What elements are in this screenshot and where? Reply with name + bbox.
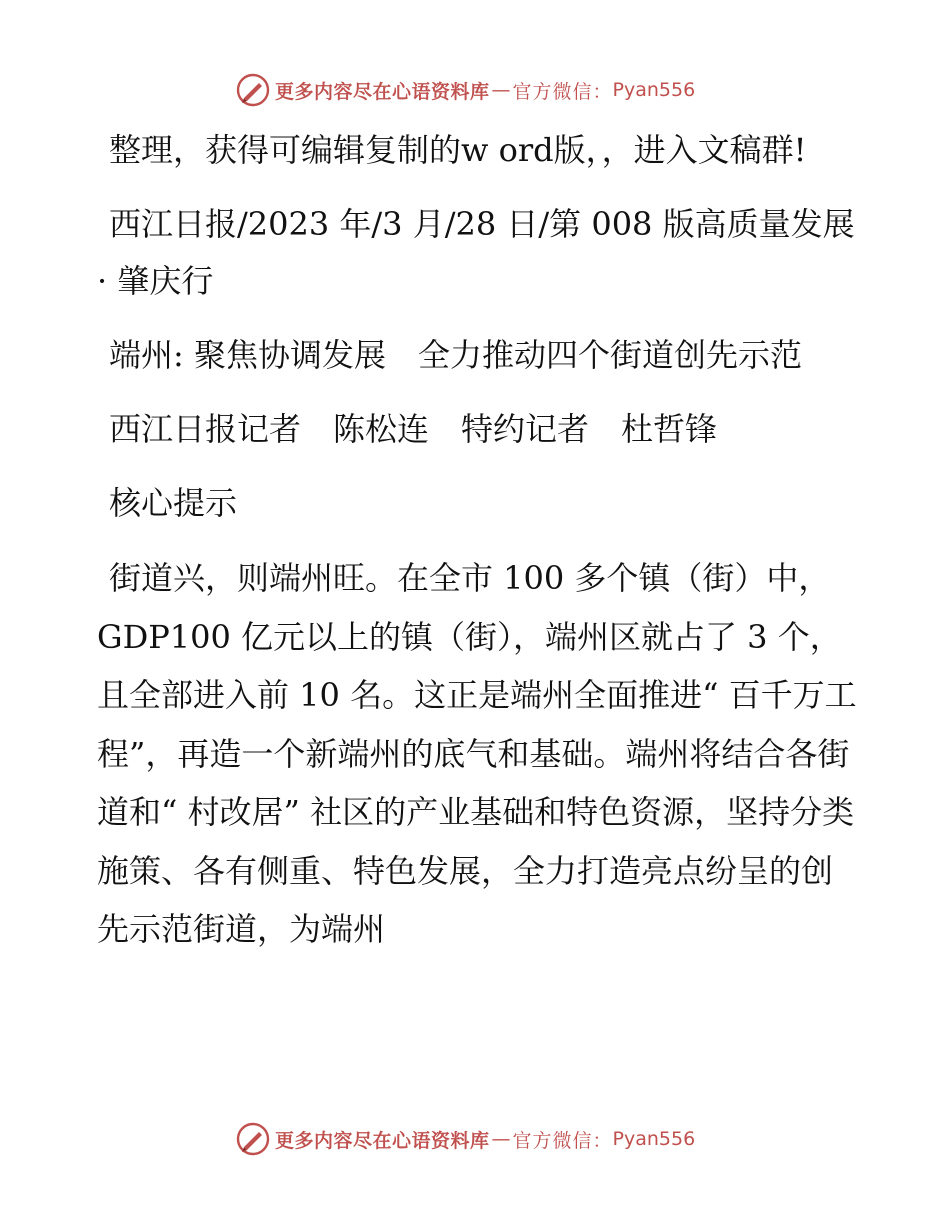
intro-note: 整理，获得可编辑复制的w ord版，，进入文稿群! — [109, 131, 807, 169]
pen-logo-icon — [235, 72, 271, 108]
article-title: 端州: 聚焦协调发展 全力推动四个街道创先示范 — [109, 336, 802, 374]
source-line: 西江日报/2023 年/3 月/28 日/第 008 版高质量发展· 肇庆行 — [97, 205, 855, 300]
header-watermark — [235, 70, 695, 110]
watermark-wechat-id: Pyan556 — [612, 79, 696, 101]
section-heading: 核心提示 — [109, 484, 238, 522]
watermark-wechat-id: Pyan556 — [612, 1128, 696, 1150]
watermark-separator: — — [491, 1128, 511, 1150]
byline: 西江日报记者 陈松连 特约记者 杜哲锋 — [109, 410, 718, 448]
body-paragraph: 街道兴，则端州旺。在全市 100 多个镇（街）中，GDP100 亿元以上的镇（街），端州区就占了 3 个，且全部进入前 10 名。这正是端州全面推进“ 百千万工程”，再造一个新端州的底气和基础。端州将结合各街道和“ 村改居” 社区的产业基础和特色资源，坚持分类施策、各有侧重、特色发展，全力打造亮点纷呈的创先示范街道，为端州 — [97, 559, 857, 948]
watermark-wechat-label: 官方微信： — [512, 80, 613, 103]
watermark-wechat-label: 官方微信： — [512, 1129, 613, 1152]
watermark-site-text: 更多内容尽在心语资料库 — [275, 80, 490, 103]
watermark-separator: — — [491, 79, 511, 101]
watermark-site-text: 更多内容尽在心语资料库 — [275, 1129, 490, 1152]
footer-watermark — [235, 1119, 695, 1159]
pen-logo-icon — [235, 1121, 271, 1157]
document-body — [97, 122, 857, 976]
